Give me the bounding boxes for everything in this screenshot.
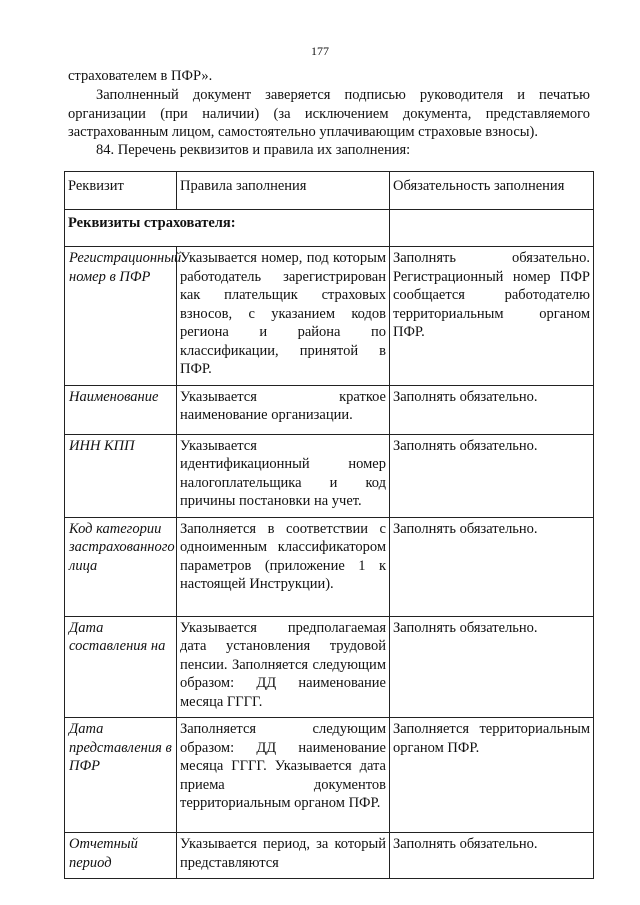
field-rule: Заполняется следующим образом: ДД наименование месяца ГГГГ. Указывается дата приема документов территориальным органом ПФР. (177, 718, 390, 833)
paragraph-continuation: страхователем в ПФР». (68, 68, 213, 84)
field-requirement: Заполнять обязательно. (390, 833, 594, 879)
field-rule: Указывается краткое наименование организации. (177, 385, 390, 434)
field-name: Дата представления в ПФР (65, 718, 177, 833)
field-rule: Указывается предполагаемая дата установления трудовой пенсии. Заполняется следующим образом: ДД наименование месяца ГГГГ. (177, 616, 390, 718)
table-row (65, 833, 594, 879)
field-name: Код категории застрахованного лица (65, 517, 177, 616)
table-header-row (65, 172, 594, 210)
field-rule: Указывается период, за который представляются (177, 833, 390, 879)
header-requirement: Обязательность заполнения (390, 172, 594, 210)
section-empty-cell (390, 210, 594, 247)
field-rule: Заполняется в соответствии с одноименным классификатором параметров (приложение 1 к настоящей Инструкции). (177, 517, 390, 616)
table-row (65, 385, 594, 434)
field-name: Наименование (65, 385, 177, 434)
header-requisite: Реквизит (65, 172, 177, 210)
header-rules: Правила заполнения (177, 172, 390, 210)
field-requirement: Заполняется территориальным органом ПФР. (390, 718, 594, 833)
table-row (65, 517, 594, 616)
field-requirement: Заполнять обязательно. (390, 517, 594, 616)
table-row (65, 434, 594, 517)
field-name: Регистрационный номер в ПФР (65, 247, 177, 386)
page-number: 177 (311, 44, 329, 58)
section-title: Реквизиты страхователя: (65, 210, 390, 247)
field-name: ИНН КПП (65, 434, 177, 517)
table-row (65, 718, 594, 833)
field-name: Дата составления на (65, 616, 177, 718)
paragraph-certification: Заполненный документ заверяется подписью руководителя и печатью организации (при наличии) (за исключением документа, представляемого застрахованным лицом, самостоятельно уплачивающим страховые взносы). (68, 87, 590, 140)
field-rule: Указывается идентификационный номер налогоплательщика и код причины постановки на учет. (177, 434, 390, 517)
paragraph-list-intro: 84. Перечень реквизитов и правила их заполнения: (96, 142, 411, 158)
table-row (65, 616, 594, 718)
field-requirement: Заполнять обязательно. (390, 616, 594, 718)
field-rule: Указывается номер, под которым работодатель зарегистрирован как плательщик страховых взносов, с указанием кодов региона и района по классификации, принятой в ПФР. (177, 247, 390, 386)
field-name: Отчетный период (65, 833, 177, 879)
field-requirement: Заполнять обязательно. Регистрационный номер ПФР сообщается работодателю территориальным органом ПФР. (390, 247, 594, 386)
table-section-row (65, 210, 594, 247)
requisites-table (64, 171, 594, 879)
table-row (65, 247, 594, 386)
field-requirement: Заполнять обязательно. (390, 434, 594, 517)
field-requirement: Заполнять обязательно. (390, 385, 594, 434)
